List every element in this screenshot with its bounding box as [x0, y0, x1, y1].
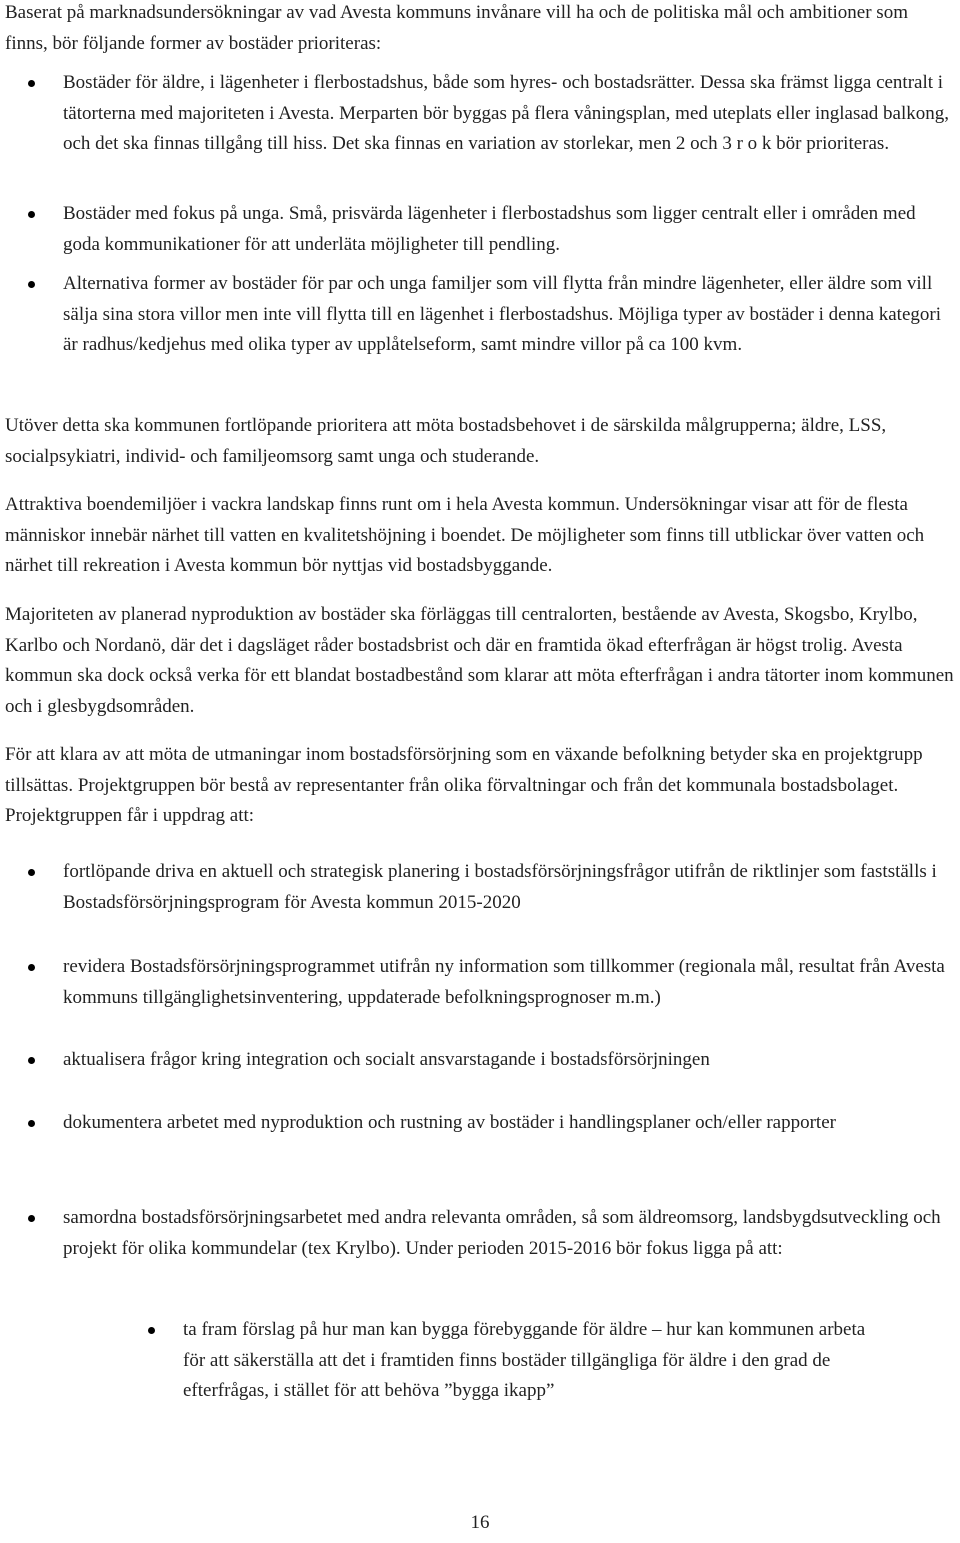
list-item-task-revise: revidera Bostadsförsörjningsprogrammet utifrån ny information som tillkommer (regionala mål, resultat från Avesta kommuns tillgänglighetsinventering, uppdaterade befolkningsprognoser m.m.) [63, 952, 955, 1013]
paragraph-new-production: Majoriteten av planerad nyproduktion av bostäder ska förläggas till centralorten, bestående av Avesta, Skogsbo, Krylbo, Karlbo och Nordanö, där det i dagsläget råder bostadsbrist och där en framtida ökad efterfrågan är högst trolig. Avesta kommun ska dock också verka för ett blandat bostadbestånd som klarar att möta efterfrågan i andra tätorter inom kommunen och i glesbygdsområden. [5, 604, 954, 717]
list-item-task-integration: aktualisera frågor kring integration och socialt ansvarstagande i bostadsförsörjningen [63, 1045, 955, 1076]
list-item-youth-housing: Bostäder med fokus på unga. Små, prisvärda lägenheter i flerbostadshus som ligger centralt eller i områden med goda kommunikationer för att underläta möjligheter till pendling. [63, 199, 955, 260]
list-item-task-planning: fortlöpande driva en aktuell och strategisk planering i bostadsförsörjningsfrågor utifrån de riktlinjer som fastställs i Bostadsförsörjningsprogram för Avesta kommun 2015-2020 [63, 857, 955, 918]
sub-list-item-elderly-proposal: ta fram förslag på hur man kan bygga förebyggande för äldre – hur kan kommunen arbeta för att säkerställa att det i framtiden finns bostäder tillgängliga för äldre i den grad de efterfrågas, i stället för att behöva ”bygga ikapp” [183, 1315, 873, 1407]
paragraph-environments: Attraktiva boendemiljöer i vackra landskap finns runt om i hela Avesta kommun. Undersökningar visar att för de flesta människor innebär närhet till vatten en kvalitetshöjning i boendet. De möjligheter som finns till utblickar över vatten och närhet till rekreation i Avesta kommun bör nyttjas vid bostadsbyggande. [5, 494, 925, 576]
list-item-task-document: dokumentera arbetet med nyproduktion och rustning av bostäder i handlingsplaner och/eller rapporter [63, 1108, 955, 1139]
list-item-elderly-housing: Bostäder för äldre, i lägenheter i flerbostadshus, både som hyres- och bostadsrätter. Dessa ska främst ligga centralt i tätorterna med majoriteten i Avesta. Merparten bör byggas på flera våningsplan, med uteplats eller inglasad balkong, och det ska finnas tillgång till hiss. Det ska finnas en variation av storlekar, men 2 och 3 r o k bör prioriteras. [63, 68, 955, 160]
paragraph-target-groups: Utöver detta ska kommunen fortlöpande prioritera att möta bostadsbehovet i de särskilda målgrupperna; äldre, LSS, socialpsykiatri, individ- och familjeomsorg samt unga och studerande. [5, 415, 887, 467]
page-number: 16 [470, 1512, 490, 1533]
paragraph-project-group: För att klara av att möta de utmaningar inom bostadsförsörjning som en växande befolkning betyder ska en projektgrupp tillsättas. Projektgruppen bör bestå av representanter från olika förvaltningar och från det kommunala bostadsbolaget. Projektgruppen får i uppdrag att: [5, 744, 923, 826]
list-item-alternative-housing: Alternativa former av bostäder för par och unga familjer som vill flytta från mindre lägenheter, eller äldre som vill sälja sina stora villor men inte vill flytta till en lägenhet i flerbostadshus. Möjliga typer av bostäder i denna kategori är radhus/kedjehus med olika typer av upplåtelseform, samt mindre villor på ca 100 kvm. [63, 269, 955, 361]
intro-paragraph: Baserat på marknadsundersökningar av vad Avesta kommuns invånare vill ha och de politiska mål och ambitioner som finns, bör följande former av bostäder prioriteras: [5, 2, 908, 54]
list-item-task-coordinate: samordna bostadsförsörjningsarbetet med andra relevanta områden, så som äldreomsorg, landsbygdsutveckling och projekt för olika kommundelar (tex Krylbo). Under perioden 2015-2016 bör fokus ligga på att: [63, 1203, 955, 1264]
